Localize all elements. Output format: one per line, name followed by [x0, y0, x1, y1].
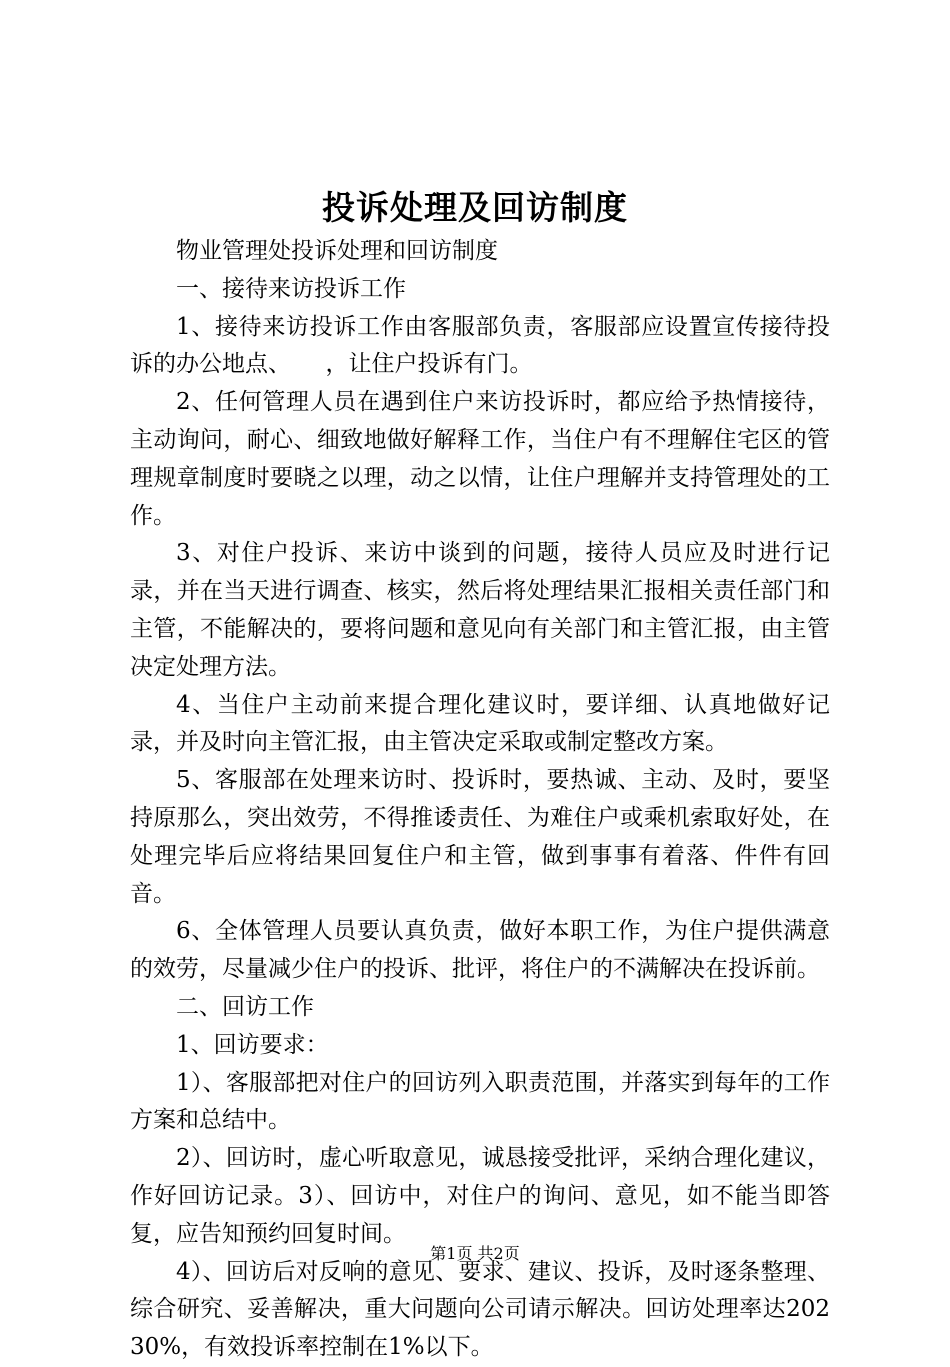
- document-body: [130, 233, 830, 1367]
- section-heading: 二、回访工作: [176, 993, 314, 1020]
- paragraph: 5、客服部在处理来访时、投诉时，要热诚、主动、及时，要坚持原那么，突出效劳，不得推诿责任、为难住户或乘机索取好处，在处理完毕后应将结果回复住户和主管，做到事事有着落、件件有回音。: [130, 767, 830, 907]
- paragraph: 4）、回访后对反响的意见、要求、建议、投诉，及时逐条整理、综合研究、妥善解决，重大问题向公司请示解决。回访处理率达20230%，有效投诉率控制在1%以下。: [130, 1258, 830, 1361]
- section-heading: 一、接待来访投诉工作: [176, 275, 406, 302]
- paragraph: 物业管理处投诉处理和回访制度: [176, 238, 498, 264]
- paragraph: 4、当住户主动前来提合理化建议时，要详细、认真地做好记录，并及时向主管汇报，由主管决定采取或制定整改方案。: [130, 691, 830, 756]
- paragraph: 2）、回访时，虚心听取意见，诚恳接受批评，采纳合理化建议，作好回访记录。3）、回访中，对住户的询问、意见，如不能当即答复，应告知预约回复时间。: [130, 1145, 830, 1247]
- paragraph: 1、回访要求：: [176, 1031, 329, 1058]
- paragraph: 1、接待来访投诉工作由客服部负责，客服部应设置宣传接待投诉的办公地点、 ，让住户投诉有门。: [130, 313, 830, 378]
- document-title: 投诉处理及回访制度: [322, 188, 628, 227]
- paragraph: 6、全体管理人员要认真负责，做好本职工作，为住户提供满意的效劳，尽量减少住户的投诉、批评，将住户的不满解决在投诉前。: [130, 918, 830, 983]
- paragraph: 1）、客服部把对住户的回访列入职责范围，并落实到每年的工作方案和总结中。: [130, 1069, 830, 1134]
- paragraph: 3、对住户投诉、来访中谈到的问题，接待人员应及时进行记录，并在当天进行调查、核实，然后将处理结果汇报相关责任部门和主管，不能解决的，要将问题和意见向有关部门和主管汇报，由主管决定处理方法。: [130, 540, 830, 680]
- paragraph: 2、任何管理人员在遇到住户来访投诉时，都应给予热情接待，主动询问，耐心、细致地做好解释工作，当住户有不理解住宅区的管理规章制度时要晓之以理，动之以情，让住户理解并支持管理处的工作。: [130, 389, 830, 529]
- page-footer: 第1页 共2页: [430, 1244, 520, 1263]
